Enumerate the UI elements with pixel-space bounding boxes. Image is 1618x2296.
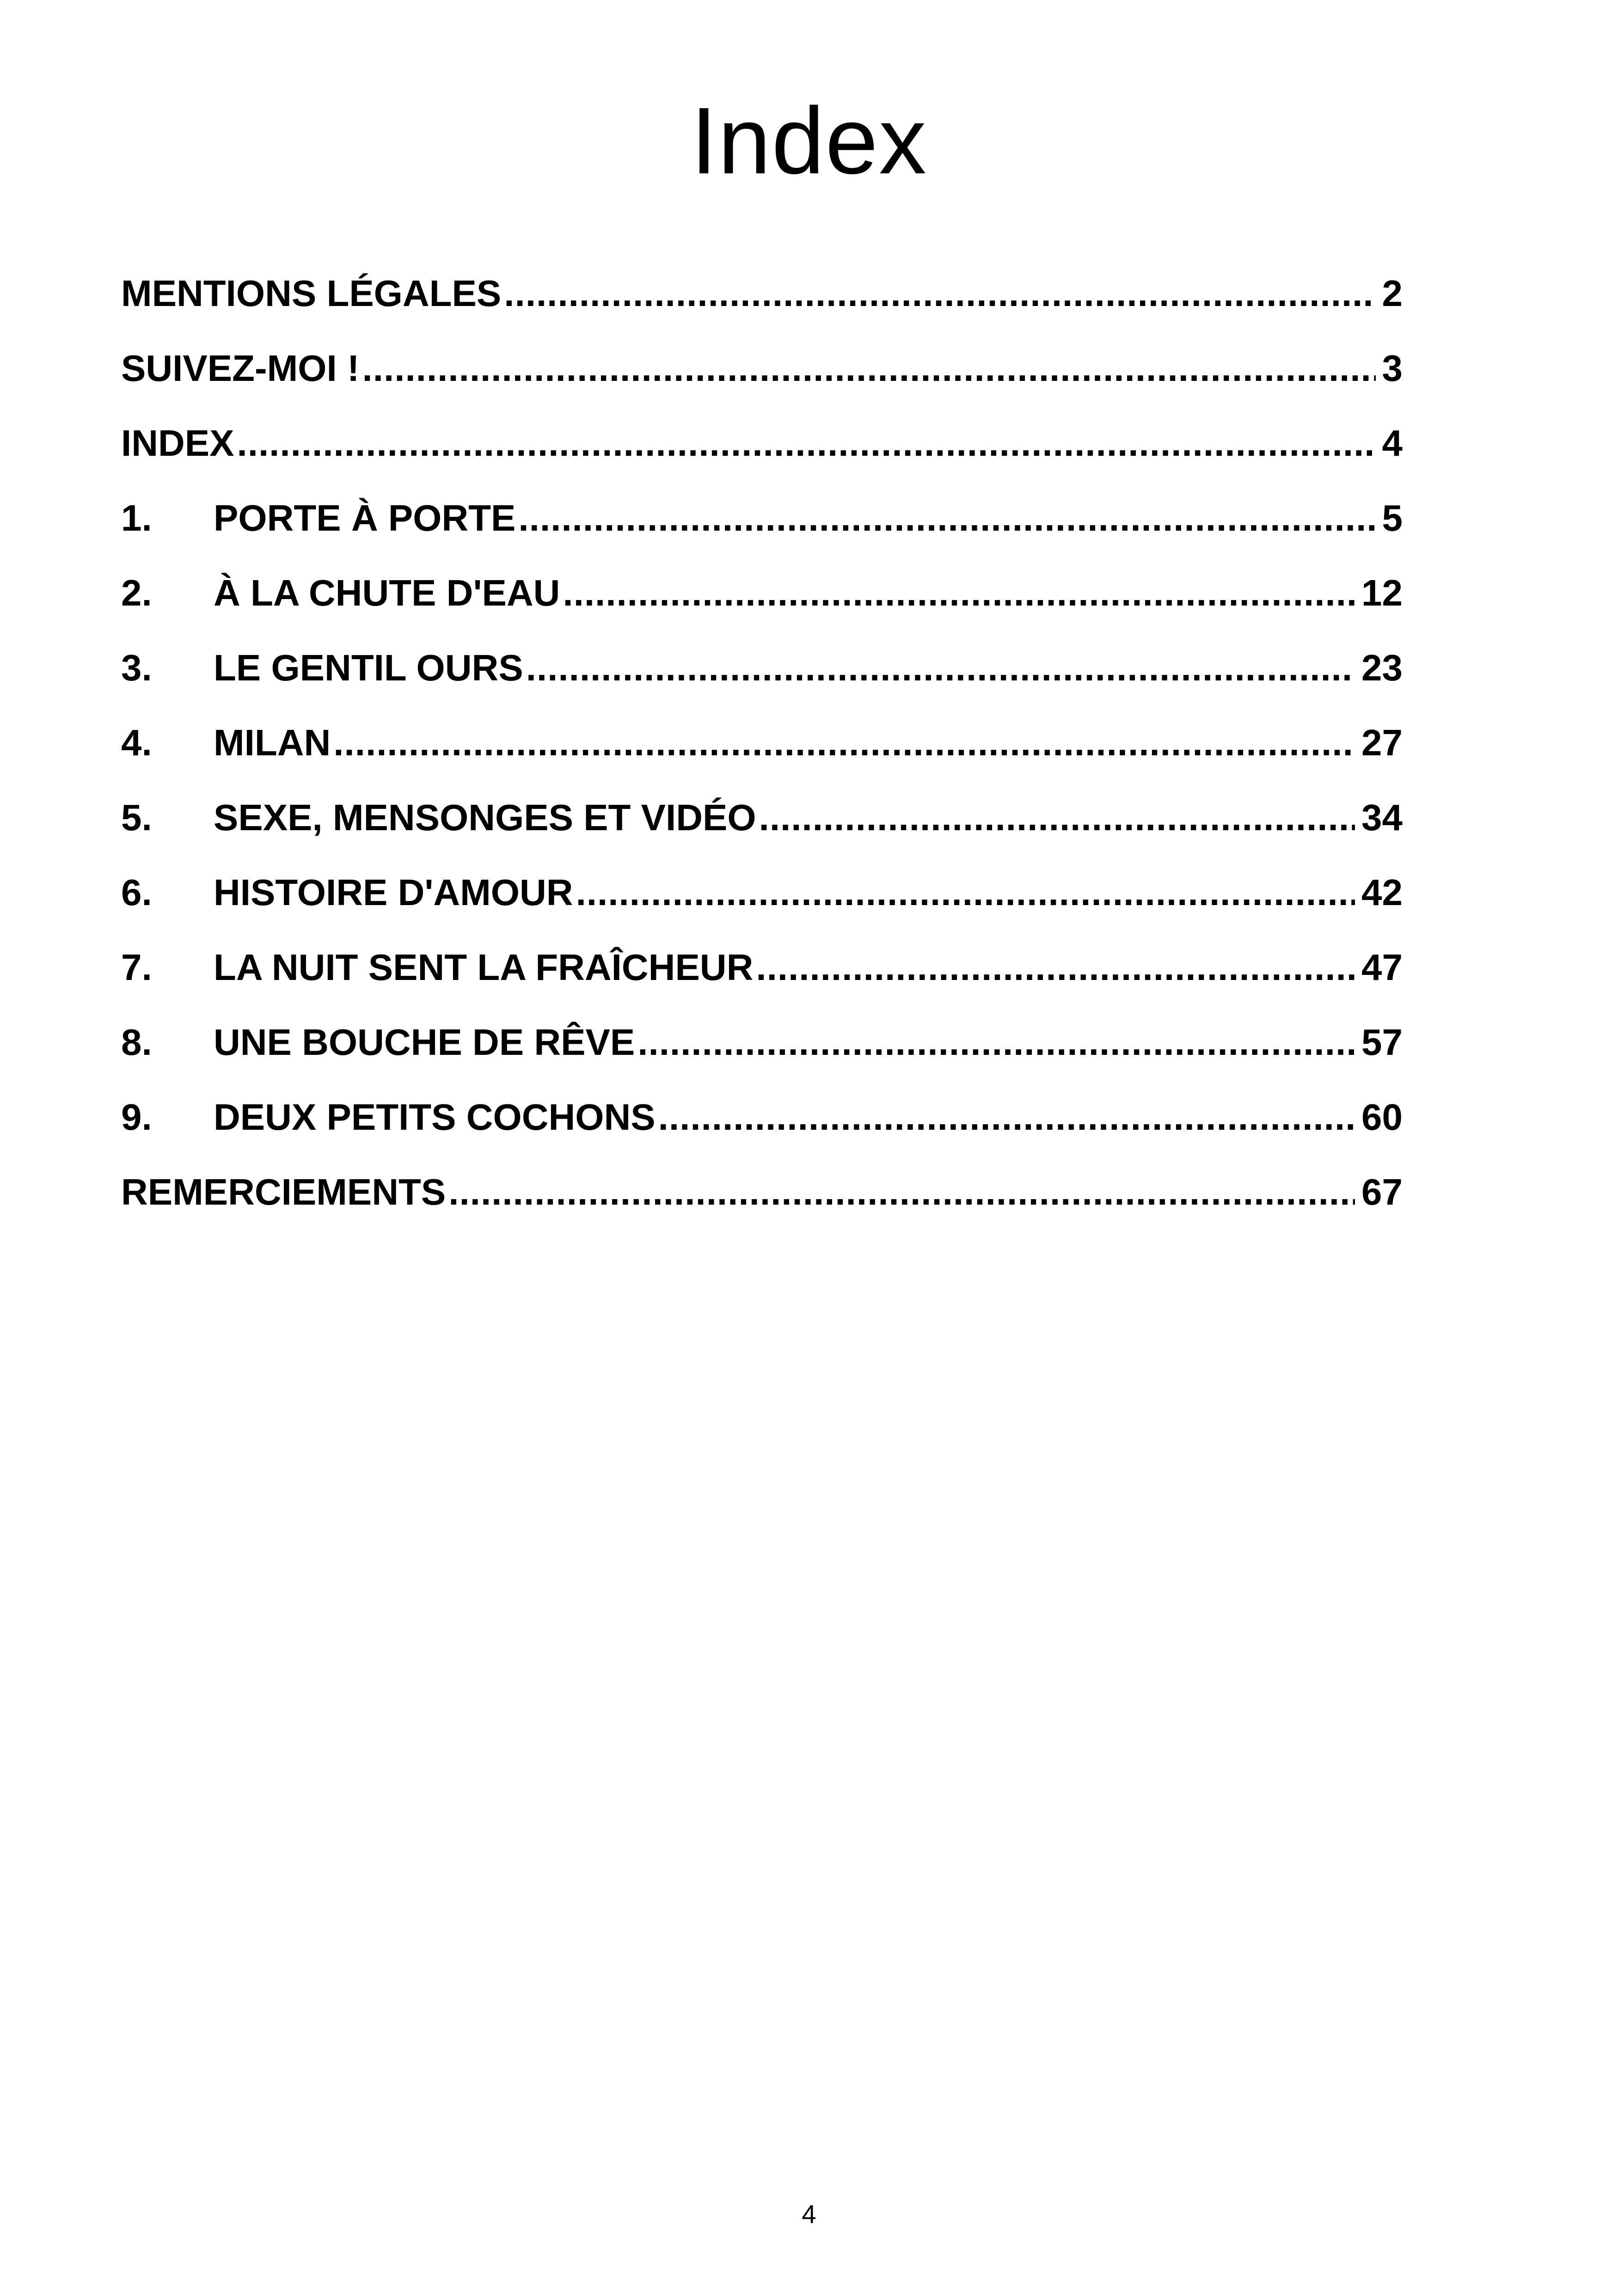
toc-entry-label: DEUX PETITS COCHONS (214, 1096, 656, 1138)
toc-entry-page: 57 (1361, 1022, 1403, 1063)
toc-dot-leader (518, 490, 1375, 546)
toc-entry-label: SEXE, MENSONGES ET VIDÉO (214, 797, 756, 838)
toc-dot-leader (504, 266, 1375, 321)
toc-entry-page: 23 (1361, 647, 1403, 688)
toc-entry[interactable] (121, 640, 1403, 715)
toc-entry-number: 2. (121, 572, 152, 613)
toc-entry-label: LE GENTIL OURS (214, 647, 523, 688)
toc-entry-label: SUIVEZ-MOI ! (121, 348, 360, 389)
toc-entry[interactable] (121, 565, 1403, 640)
toc-entry-number: 7. (121, 947, 152, 988)
toc-dot-leader (756, 940, 1355, 995)
toc-entry[interactable] (121, 1015, 1403, 1090)
toc-entry-label: MENTIONS LÉGALES (121, 273, 502, 314)
toc-entry-number: 9. (121, 1096, 152, 1138)
toc-entry-page: 60 (1361, 1096, 1403, 1138)
table-of-contents (121, 266, 1403, 1239)
page-title: Index (691, 88, 927, 194)
toc-entry-number: 1. (121, 497, 152, 539)
toc-entry-number: 8. (121, 1022, 152, 1063)
toc-entry-page: 2 (1382, 273, 1403, 314)
toc-entry[interactable] (121, 865, 1403, 940)
toc-entry-number: 4. (121, 722, 152, 763)
toc-entry[interactable] (121, 940, 1403, 1015)
toc-dot-leader (637, 1015, 1355, 1070)
toc-entry-number: 3. (121, 647, 152, 688)
toc-entry[interactable] (121, 266, 1403, 341)
toc-entry-page: 4 (1382, 422, 1403, 464)
toc-entry-page: 12 (1361, 572, 1403, 613)
toc-dot-leader (333, 715, 1355, 771)
toc-dot-leader (237, 416, 1376, 471)
toc-entry-label: REMERCIEMENTS (121, 1171, 446, 1212)
toc-entry[interactable] (121, 341, 1403, 416)
toc-dot-leader (362, 341, 1376, 396)
toc-entry-label: À LA CHUTE D'EAU (214, 572, 560, 613)
toc-entry-label: LA NUIT SENT LA FRAÎCHEUR (214, 947, 754, 988)
toc-entry-page: 5 (1382, 497, 1403, 539)
toc-entry[interactable] (121, 1164, 1403, 1239)
toc-dot-leader (576, 865, 1355, 920)
toc-entry-number: 6. (121, 872, 152, 913)
toc-entry-page: 34 (1361, 797, 1403, 838)
toc-entry[interactable] (121, 490, 1403, 565)
toc-entry-page: 47 (1361, 947, 1403, 988)
toc-entry-label: UNE BOUCHE DE RÊVE (214, 1022, 635, 1063)
toc-entry-label: HISTOIRE D'AMOUR (214, 872, 573, 913)
toc-entry[interactable] (121, 1090, 1403, 1164)
toc-entry-number: 5. (121, 797, 152, 838)
toc-dot-leader (448, 1164, 1355, 1220)
toc-dot-leader (658, 1090, 1355, 1145)
toc-entry[interactable] (121, 416, 1403, 490)
toc-entry-label: PORTE À PORTE (214, 497, 516, 539)
toc-entry-page: 42 (1361, 872, 1403, 913)
toc-entry-label: INDEX (121, 422, 234, 464)
toc-entry[interactable] (121, 715, 1403, 790)
toc-dot-leader (563, 565, 1355, 621)
toc-dot-leader (526, 640, 1355, 696)
toc-entry-label: MILAN (214, 722, 331, 763)
toc-entry-page: 3 (1382, 348, 1403, 389)
toc-dot-leader (759, 790, 1355, 845)
toc-entry-page: 27 (1361, 722, 1403, 763)
page-number: 4 (802, 2199, 816, 2229)
toc-entry[interactable] (121, 790, 1403, 865)
toc-entry-page: 67 (1361, 1171, 1403, 1212)
